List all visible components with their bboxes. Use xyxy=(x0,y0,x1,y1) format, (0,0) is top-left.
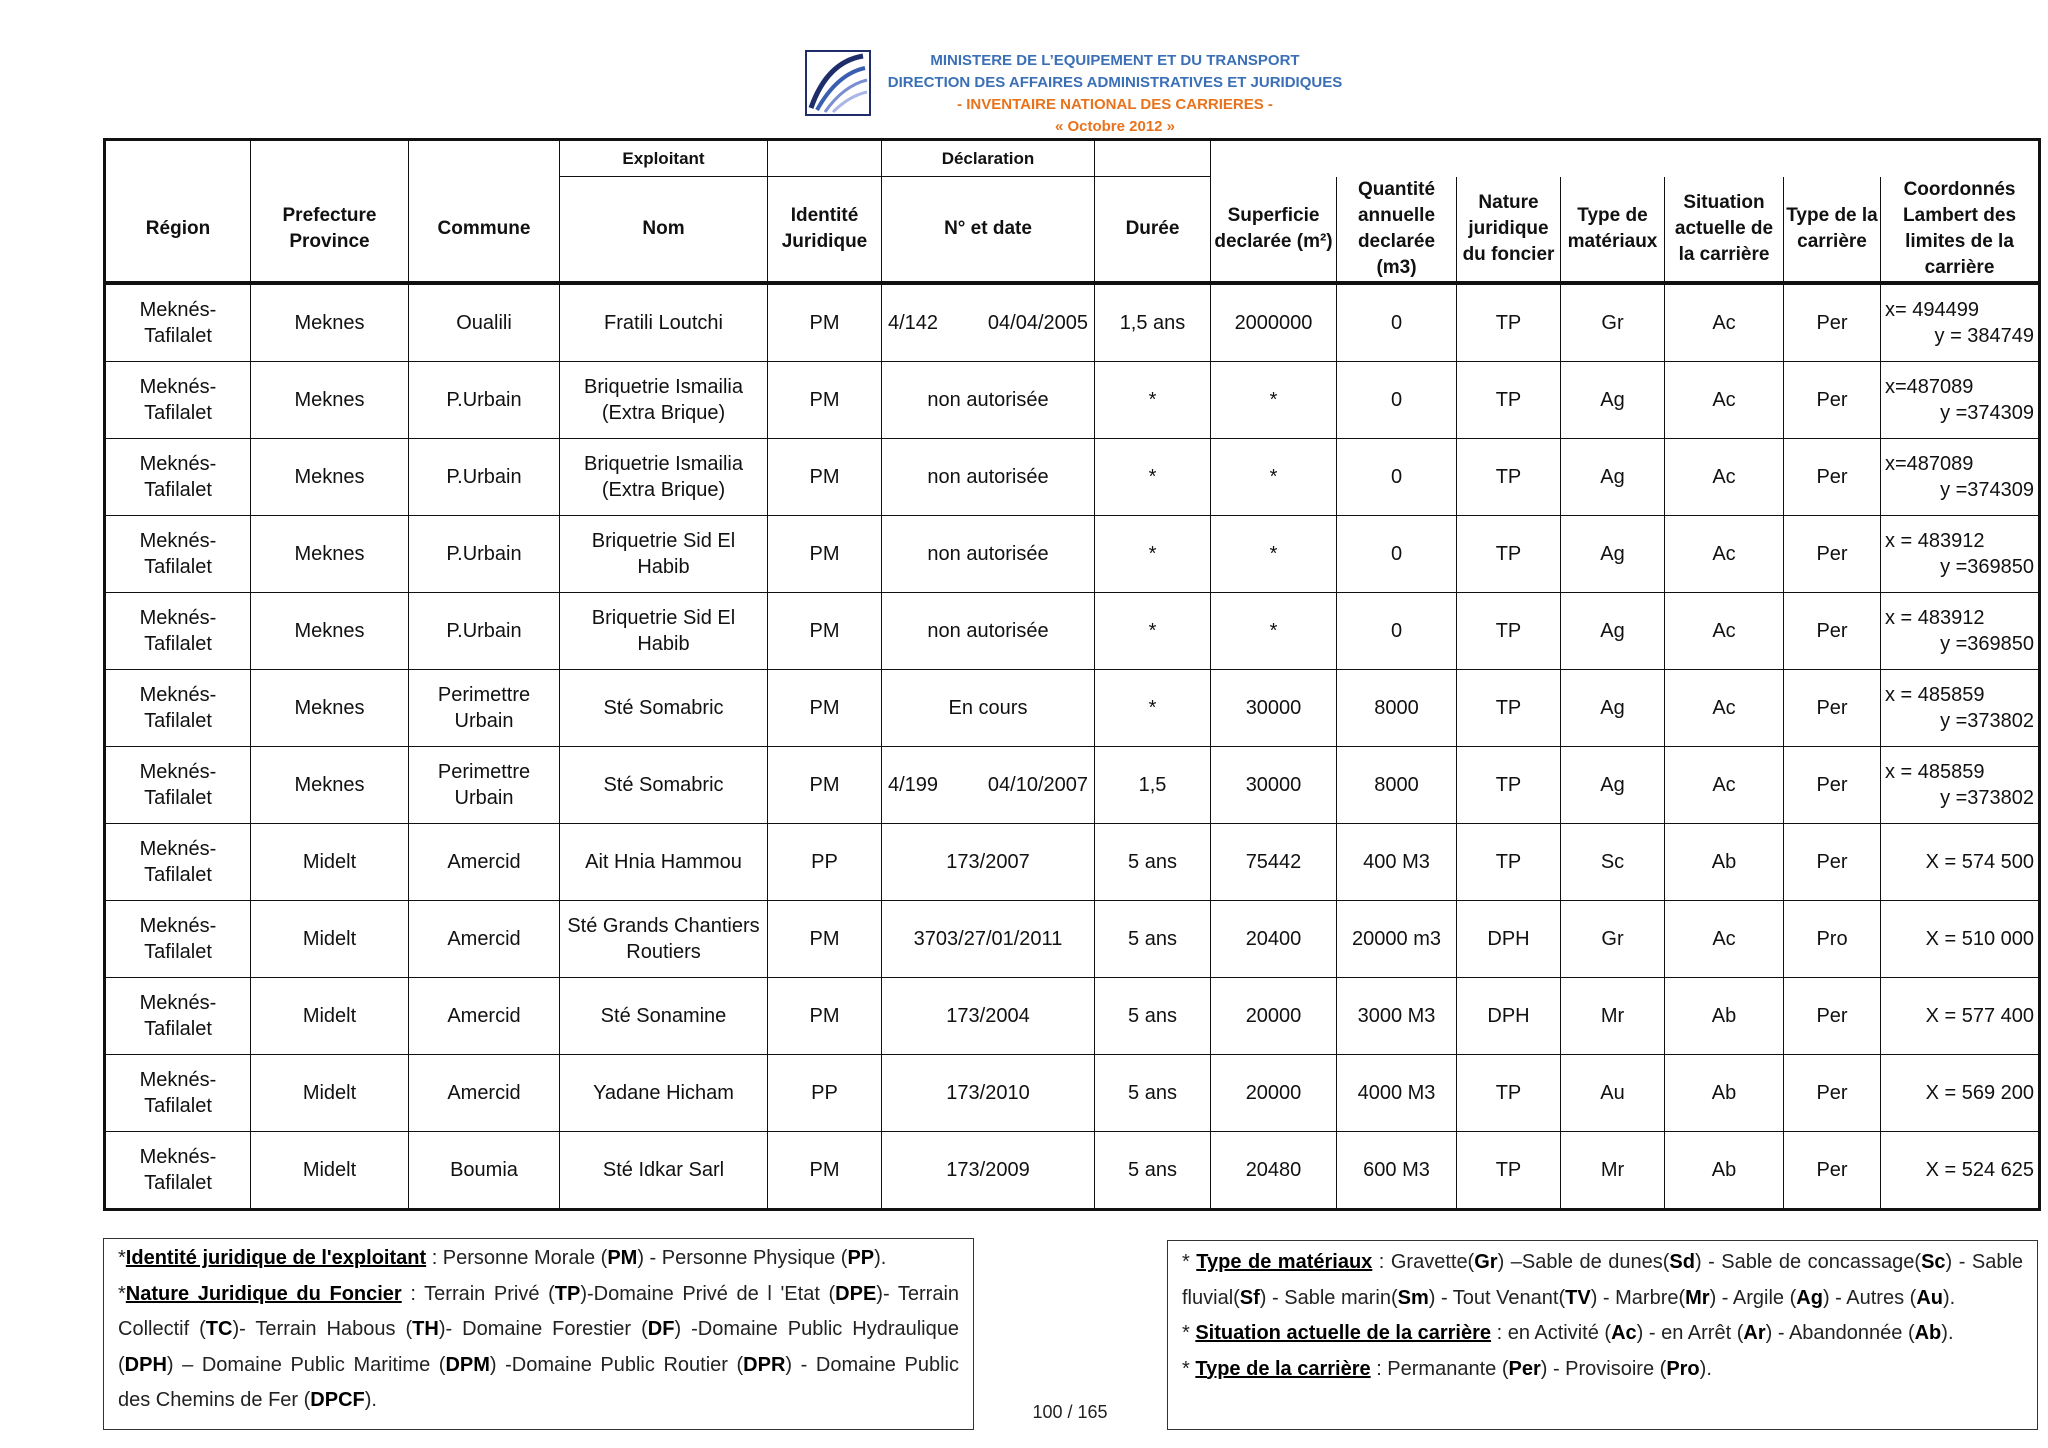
cell-situation: Ac xyxy=(1665,361,1784,438)
cell-situation: Ac xyxy=(1665,669,1784,746)
cell-situation: Ac xyxy=(1665,746,1784,823)
cell-nature: TP xyxy=(1457,438,1561,515)
cell-numero-date: 173/2007 xyxy=(882,823,1095,900)
legend-nature: *Nature Juridique du Foncier : Terrain Privé (TP)-Domaine Privé de l 'Etat (DPE)- Terrain Collectif (TC)- Terrain Habous (TH)- Domaine Forestier (DF) -Domaine Public Hydraulique (DPH) – Domaine Public Maritime (DPM) -Domaine Public Routier (DPR) - Domaine Public des Chemins de Fer (DPCF). xyxy=(118,1282,960,1411)
cell-nature: TP xyxy=(1457,746,1561,823)
coord-y: y =373802 xyxy=(1940,786,2035,809)
cell-region: Meknés-Tafilalet xyxy=(105,900,251,977)
cell-superficie: * xyxy=(1211,592,1337,669)
column-header-row xyxy=(105,177,2040,283)
cell-identite: PM xyxy=(768,438,882,515)
cell-quantite: 0 xyxy=(1337,592,1457,669)
cell-commune: Amercid xyxy=(409,823,560,900)
cell-materiaux: Au xyxy=(1561,1054,1665,1131)
cell-identite: PM xyxy=(768,900,882,977)
cell-nature: TP xyxy=(1457,669,1561,746)
table-row xyxy=(105,361,2040,438)
cell-commune: Perimettre Urbain xyxy=(409,669,560,746)
group-exploitant: Exploitant xyxy=(560,140,768,177)
cell-numero-date xyxy=(882,283,1095,362)
cell-region: Meknés-Tafilalet xyxy=(105,746,251,823)
cell-commune: P.Urbain xyxy=(409,438,560,515)
cell-province: Meknes xyxy=(251,438,409,515)
table-row xyxy=(105,823,2040,900)
coord-x: X = 569 200 xyxy=(1925,1081,2035,1104)
coord-y: y = 384749 xyxy=(1934,324,2035,347)
cell-province: Midelt xyxy=(251,1131,409,1209)
cell-nom: Sté Somabric xyxy=(560,669,768,746)
legend-type: * Type de la carrière : Permanante (Per) - Provisoire (Pro). xyxy=(1182,1357,1712,1380)
coord-x: x=487089 xyxy=(1885,375,1974,398)
coord-y: y =369850 xyxy=(1940,555,2035,578)
cell-duree: * xyxy=(1095,669,1211,746)
cell-quantite: 0 xyxy=(1337,438,1457,515)
cell-superficie: * xyxy=(1211,361,1337,438)
cell-province: Midelt xyxy=(251,823,409,900)
cell-coordonnees xyxy=(1881,438,2040,515)
cell-province: Meknes xyxy=(251,283,409,362)
col-materiaux: Type de matériaux xyxy=(1561,177,1665,283)
cell-nom: Briquetrie Sid El Habib xyxy=(560,515,768,592)
cell-nature: TP xyxy=(1457,823,1561,900)
cell-duree: 5 ans xyxy=(1095,1054,1211,1131)
cell-region: Meknés-Tafilalet xyxy=(105,1054,251,1131)
cell-type: Per xyxy=(1784,669,1881,746)
cell-commune: Amercid xyxy=(409,1054,560,1131)
ministry-logo xyxy=(805,50,871,116)
cell-identite: PM xyxy=(768,669,882,746)
cell-duree: * xyxy=(1095,592,1211,669)
cell-situation: Ac xyxy=(1665,283,1784,362)
cell-commune: P.Urbain xyxy=(409,515,560,592)
cell-superficie: 20000 xyxy=(1211,977,1337,1054)
cell-quantite: 0 xyxy=(1337,283,1457,362)
cell-quantite: 0 xyxy=(1337,361,1457,438)
col-commune: Commune xyxy=(409,177,560,283)
cell-province: Midelt xyxy=(251,1054,409,1131)
document-title: - INVENTAIRE NATIONAL DES CARRIERES - xyxy=(957,96,1273,113)
cell-identite: PM xyxy=(768,515,882,592)
cell-type: Per xyxy=(1784,823,1881,900)
cell-nature: TP xyxy=(1457,283,1561,362)
cell-duree: 5 ans xyxy=(1095,823,1211,900)
cell-province: Midelt xyxy=(251,900,409,977)
legend-situation: * Situation actuelle de la carrière : en Activité (Ac) - en Arrêt (Ar) - Abandonnée (Ab). xyxy=(1182,1322,1954,1344)
col-situation: Situation actuelle de la carrière xyxy=(1665,177,1784,283)
cell-nom: Sté Idkar Sarl xyxy=(560,1131,768,1209)
cell-nature: TP xyxy=(1457,515,1561,592)
cell-duree: 5 ans xyxy=(1095,1131,1211,1209)
cell-coordonnees xyxy=(1881,746,2040,823)
document-date: « Octobre 2012 » xyxy=(1054,118,1176,135)
coord-y: y =374309 xyxy=(1940,478,2035,501)
coord-x: x = 485859 xyxy=(1885,683,1985,706)
table-row xyxy=(105,1131,2040,1209)
declaration-number: 4/142 xyxy=(888,311,939,334)
cell-nature: DPH xyxy=(1457,900,1561,977)
cell-type: Per xyxy=(1784,361,1881,438)
coord-x: x = 483912 xyxy=(1885,529,1985,552)
cell-identite: PM xyxy=(768,592,882,669)
cell-identite: PM xyxy=(768,283,882,362)
ministry-name: MINISTERE DE L’EQUIPEMENT ET DU TRANSPORT xyxy=(930,52,1300,69)
cell-materiaux: Ag xyxy=(1561,669,1665,746)
document-header xyxy=(0,44,2048,144)
group-spacer-duree xyxy=(1095,140,1211,177)
cell-quantite: 8000 xyxy=(1337,746,1457,823)
col-duree: Durée xyxy=(1095,177,1211,283)
cell-superficie: 20000 xyxy=(1211,1054,1337,1131)
coord-x: x = 485859 xyxy=(1885,760,1985,783)
declaration-date: 04/04/2005 xyxy=(987,311,1088,334)
cell-region: Meknés-Tafilalet xyxy=(105,1131,251,1209)
cell-materiaux: Ag xyxy=(1561,438,1665,515)
coord-x: X = 524 625 xyxy=(1925,1158,2035,1181)
cell-numero-date: 3703/27/01/2011 xyxy=(882,900,1095,977)
legend-identite: *Identité juridique de l'exploitant : Personne Morale (PM) - Personne Physique (PP). xyxy=(118,1247,887,1269)
coord-x: X = 510 000 xyxy=(1925,927,2035,950)
cell-superficie: 20480 xyxy=(1211,1131,1337,1209)
cell-materiaux: Ag xyxy=(1561,515,1665,592)
coord-x: x = 483912 xyxy=(1885,606,1985,629)
cell-coordonnees xyxy=(1881,977,2040,1054)
group-header-row xyxy=(105,140,2040,177)
cell-materiaux: Ag xyxy=(1561,746,1665,823)
cell-materiaux: Gr xyxy=(1561,900,1665,977)
cell-province: Meknes xyxy=(251,746,409,823)
cell-commune: Perimettre Urbain xyxy=(409,746,560,823)
cell-nature: TP xyxy=(1457,361,1561,438)
cell-superficie: 30000 xyxy=(1211,746,1337,823)
cell-superficie: 20400 xyxy=(1211,900,1337,977)
cell-region: Meknés-Tafilalet xyxy=(105,977,251,1054)
cell-numero-date: non autorisée xyxy=(882,592,1095,669)
cell-coordonnees xyxy=(1881,361,2040,438)
cell-type: Pro xyxy=(1784,900,1881,977)
cell-identite: PP xyxy=(768,1054,882,1131)
cell-numero-date: 173/2010 xyxy=(882,1054,1095,1131)
cell-nom: Sté Somabric xyxy=(560,746,768,823)
cell-coordonnees xyxy=(1881,823,2040,900)
col-coordonnees: Coordonnés Lambert des limites de la carrière xyxy=(1881,177,2040,283)
cell-nature: TP xyxy=(1457,1054,1561,1131)
coord-y: y =374309 xyxy=(1940,401,2035,424)
cell-type: Per xyxy=(1784,1131,1881,1209)
cell-superficie: 2000000 xyxy=(1211,283,1337,362)
cell-type: Per xyxy=(1784,515,1881,592)
cell-identite: PP xyxy=(768,823,882,900)
legend-left xyxy=(103,1238,974,1430)
cell-materiaux: Mr xyxy=(1561,977,1665,1054)
cell-situation: Ab xyxy=(1665,1054,1784,1131)
cell-coordonnees xyxy=(1881,515,2040,592)
cell-commune: Boumia xyxy=(409,1131,560,1209)
cell-identite: PM xyxy=(768,361,882,438)
group-spacer-right xyxy=(1211,140,2040,177)
cell-type: Per xyxy=(1784,592,1881,669)
coord-x: x=487089 xyxy=(1885,452,1974,475)
table-row xyxy=(105,900,2040,977)
coord-y: y =369850 xyxy=(1940,632,2035,655)
quarries-table xyxy=(103,138,2041,1211)
cell-duree: 1,5 xyxy=(1095,746,1211,823)
cell-situation: Ac xyxy=(1665,438,1784,515)
col-nom: Nom xyxy=(560,177,768,283)
coord-x: X = 577 400 xyxy=(1925,1004,2035,1027)
table-row xyxy=(105,283,2040,362)
col-type: Type de la carrière xyxy=(1784,177,1881,283)
cell-identite: PM xyxy=(768,1131,882,1209)
cell-region: Meknés-Tafilalet xyxy=(105,283,251,362)
cell-coordonnees xyxy=(1881,1054,2040,1131)
table-row xyxy=(105,592,2040,669)
cell-commune: Oualili xyxy=(409,283,560,362)
table-row xyxy=(105,746,2040,823)
cell-numero-date xyxy=(882,746,1095,823)
cell-type: Per xyxy=(1784,1054,1881,1131)
cell-duree: 5 ans xyxy=(1095,900,1211,977)
col-province-top xyxy=(251,140,409,177)
group-spacer xyxy=(768,140,882,177)
cell-nom: Sté Sonamine xyxy=(560,977,768,1054)
coord-x: x= 494499 xyxy=(1885,298,1979,321)
declaration-date: 04/10/2007 xyxy=(987,773,1088,796)
cell-numero-date: non autorisée xyxy=(882,515,1095,592)
cell-type: Per xyxy=(1784,977,1881,1054)
cell-situation: Ac xyxy=(1665,592,1784,669)
cell-nature: TP xyxy=(1457,1131,1561,1209)
cell-identite: PM xyxy=(768,746,882,823)
cell-province: Meknes xyxy=(251,515,409,592)
declaration-number: 4/199 xyxy=(888,773,939,796)
table-row xyxy=(105,515,2040,592)
cell-superficie: * xyxy=(1211,515,1337,592)
legend-right xyxy=(1167,1240,2038,1430)
col-numero-date: N° et date xyxy=(882,177,1095,283)
header-text xyxy=(880,50,1350,138)
cell-nom: Briquetrie Ismailia (Extra Brique) xyxy=(560,361,768,438)
cell-nom: Briquetrie Sid El Habib xyxy=(560,592,768,669)
col-province: Prefecture Province xyxy=(251,177,409,283)
page-number: 100 / 165 xyxy=(1032,1402,1108,1422)
cell-situation: Ac xyxy=(1665,900,1784,977)
table-body xyxy=(105,283,2040,1210)
cell-region: Meknés-Tafilalet xyxy=(105,438,251,515)
cell-region: Meknés-Tafilalet xyxy=(105,823,251,900)
col-region-top xyxy=(105,140,251,177)
cell-situation: Ab xyxy=(1665,823,1784,900)
cell-commune: P.Urbain xyxy=(409,592,560,669)
col-identite: Identité Juridique xyxy=(768,177,882,283)
cell-materiaux: Ag xyxy=(1561,592,1665,669)
col-superficie: Superficie declarée (m²) xyxy=(1211,177,1337,283)
cell-numero-date: En cours xyxy=(882,669,1095,746)
cell-duree: * xyxy=(1095,361,1211,438)
cell-quantite: 4000 M3 xyxy=(1337,1054,1457,1131)
legend-materiaux: * Type de matériaux : Gravette(Gr) –Sable de dunes(Sd) - Sable de concassage(Sc) - Sable fluvial(Sf) - Sable marin(Sm) - Tout Venant(TV) - Marbre(Mr) - Argile (Ag) - Autres (Au). xyxy=(1182,1251,2024,1309)
cell-nom: Sté Grands Chantiers Routiers xyxy=(560,900,768,977)
cell-coordonnees xyxy=(1881,592,2040,669)
cell-province: Midelt xyxy=(251,977,409,1054)
coord-y: y =373802 xyxy=(1940,709,2035,732)
cell-quantite: 20000 m3 xyxy=(1337,900,1457,977)
col-nature: Nature juridique du foncier xyxy=(1457,177,1561,283)
cell-nom: Ait Hnia Hammou xyxy=(560,823,768,900)
cell-nature: TP xyxy=(1457,592,1561,669)
cell-province: Meknes xyxy=(251,592,409,669)
coord-x: X = 574 500 xyxy=(1925,850,2035,873)
cell-duree: 1,5 ans xyxy=(1095,283,1211,362)
cell-situation: Ac xyxy=(1665,515,1784,592)
cell-nom: Yadane Hicham xyxy=(560,1054,768,1131)
cell-quantite: 400 M3 xyxy=(1337,823,1457,900)
col-region: Région xyxy=(105,177,251,283)
cell-superficie: 30000 xyxy=(1211,669,1337,746)
group-declaration: Déclaration xyxy=(882,140,1095,177)
cell-region: Meknés-Tafilalet xyxy=(105,361,251,438)
cell-commune: P.Urbain xyxy=(409,361,560,438)
cell-duree: * xyxy=(1095,438,1211,515)
cell-commune: Amercid xyxy=(409,900,560,977)
cell-quantite: 3000 M3 xyxy=(1337,977,1457,1054)
cell-superficie: 75442 xyxy=(1211,823,1337,900)
table-row xyxy=(105,1054,2040,1131)
cell-superficie: * xyxy=(1211,438,1337,515)
cell-province: Meknes xyxy=(251,669,409,746)
cell-materiaux: Sc xyxy=(1561,823,1665,900)
cell-coordonnees xyxy=(1881,1131,2040,1209)
cell-region: Meknés-Tafilalet xyxy=(105,592,251,669)
cell-materiaux: Mr xyxy=(1561,1131,1665,1209)
cell-numero-date: 173/2009 xyxy=(882,1131,1095,1209)
cell-nom: Briquetrie Ismailia (Extra Brique) xyxy=(560,438,768,515)
cell-type: Per xyxy=(1784,746,1881,823)
cell-province: Meknes xyxy=(251,361,409,438)
cell-region: Meknés-Tafilalet xyxy=(105,669,251,746)
cell-coordonnees xyxy=(1881,900,2040,977)
table-row xyxy=(105,669,2040,746)
cell-identite: PM xyxy=(768,977,882,1054)
cell-quantite: 0 xyxy=(1337,515,1457,592)
direction-name: DIRECTION DES AFFAIRES ADMINISTRATIVES ET JURIDIQUES xyxy=(887,74,1343,91)
cell-materiaux: Gr xyxy=(1561,283,1665,362)
table-row xyxy=(105,438,2040,515)
cell-materiaux: Ag xyxy=(1561,361,1665,438)
cell-nature: DPH xyxy=(1457,977,1561,1054)
cell-numero-date: non autorisée xyxy=(882,438,1095,515)
cell-nom: Fratili Loutchi xyxy=(560,283,768,362)
cell-situation: Ab xyxy=(1665,1131,1784,1209)
cell-region: Meknés-Tafilalet xyxy=(105,515,251,592)
cell-quantite: 600 M3 xyxy=(1337,1131,1457,1209)
table-row xyxy=(105,977,2040,1054)
cell-duree: 5 ans xyxy=(1095,977,1211,1054)
cell-quantite: 8000 xyxy=(1337,669,1457,746)
cell-duree: * xyxy=(1095,515,1211,592)
col-quantite: Quantité annuelle declarée (m3) xyxy=(1337,177,1457,283)
cell-coordonnees xyxy=(1881,283,2040,362)
cell-numero-date: non autorisée xyxy=(882,361,1095,438)
cell-type: Per xyxy=(1784,438,1881,515)
cell-commune: Amercid xyxy=(409,977,560,1054)
col-commune-top xyxy=(409,140,560,177)
cell-numero-date: 173/2004 xyxy=(882,977,1095,1054)
cell-coordonnees xyxy=(1881,669,2040,746)
cell-situation: Ab xyxy=(1665,977,1784,1054)
cell-type: Per xyxy=(1784,283,1881,362)
